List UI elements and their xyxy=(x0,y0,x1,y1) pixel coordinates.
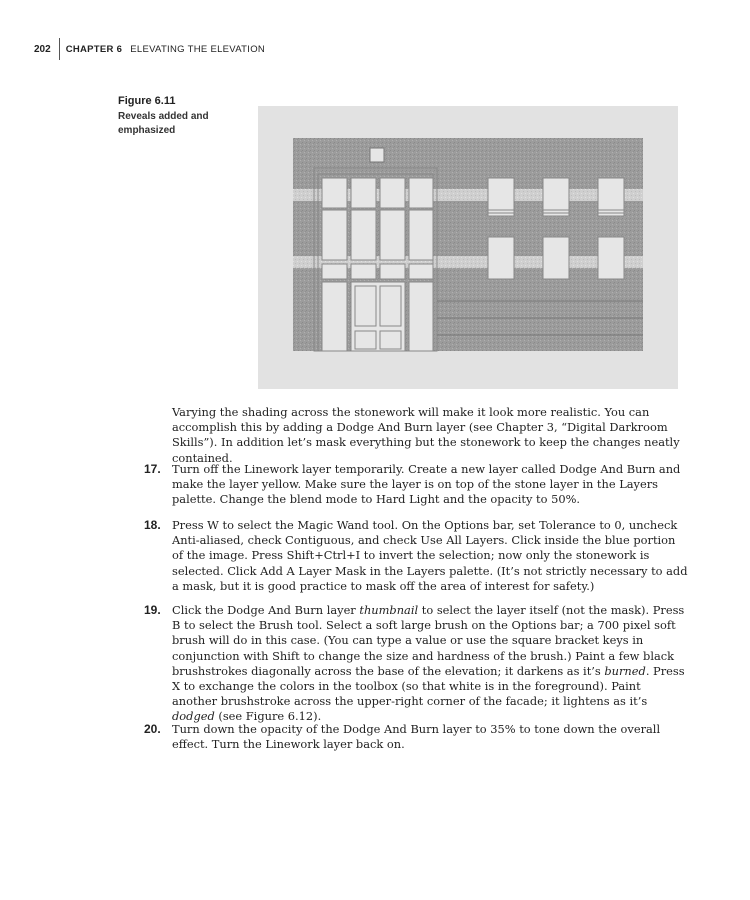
step-number: 20. xyxy=(144,722,161,736)
figure-label: Figure 6.11 xyxy=(118,95,176,107)
running-header xyxy=(34,38,265,62)
step-text: Click the Dodge And Burn layer thumbnail to select the layer itself (not the mask). Press B to select the Brush tool. Select a soft large brush on the Options bar; a 700 pixel soft brush will do in this case. (You can type a value or use the square bracket keys in conjunction with Shift to change the size and hardness of the brush.) Paint a few black brushstrokes diagonally across the base of the elevation; it darkens as it’s burned. Press X to exchange the colors in the toolbox (so that white is in the foreground). Paint another brushstroke across the upper-right corner of the facade; it lightens as it’s dodged (see Figure 6.12). xyxy=(172,603,685,724)
elevation-figure xyxy=(258,106,678,389)
header-divider xyxy=(59,38,60,60)
elevation-drawing xyxy=(258,106,678,389)
step-number: 19. xyxy=(144,603,161,617)
chapter-title: ELEVATING THE ELEVATION xyxy=(130,44,266,55)
page-number: 202 xyxy=(34,44,51,55)
figure-caption-text: Reveals added and emphasized xyxy=(118,111,209,136)
step-text: Turn off the Linework layer temporarily. Create a new layer called Dodge And Burn and make the layer yellow. Make sure the layer is on top of the stone layer in the Layers palette. Change the blend mode to Hard Light and the opacity to 50%. xyxy=(172,462,681,507)
step-text: Turn down the opacity of the Dodge And Burn layer to 35% to tone down the overall effect. Turn the Linework layer back on. xyxy=(172,722,661,752)
figure-caption xyxy=(118,95,248,138)
italic-term: burned xyxy=(604,663,646,678)
vent-window xyxy=(370,148,384,162)
intro-paragraph: Varying the shading across the stonework will make it look more realistic. You can accomplish this by adding a Dodge And Burn layer (see Chapter 3, “Digital Darkroom Skills”). In addition let’s mask everything but the stonework to keep the changes neatly contained. xyxy=(172,405,680,465)
step-text: Press W to select the Magic Wand tool. On the Options bar, set Tolerance to 0, uncheck Anti-aliased, check Contiguous, and check Use All Layers. Click inside the blue portion of the image. Press Shift+Ctrl+I to invert the selection; now only the stonework is selected. Click Add A Layer Mask in the Layers palette. (It’s not strictly necessary to add a mask, but it is good practice to mask off the area of interest for safety.) xyxy=(172,518,688,593)
step-number: 18. xyxy=(144,518,161,532)
italic-term: thumbnail xyxy=(359,603,419,617)
chapter-label: CHAPTER 6 xyxy=(65,44,123,55)
lower-windows xyxy=(488,237,624,279)
italic-term: dodged xyxy=(172,709,215,724)
step-number: 17. xyxy=(144,462,161,476)
step-20 xyxy=(144,722,689,752)
step-19 xyxy=(144,603,689,725)
step-17 xyxy=(144,462,689,508)
step-18 xyxy=(144,518,689,594)
